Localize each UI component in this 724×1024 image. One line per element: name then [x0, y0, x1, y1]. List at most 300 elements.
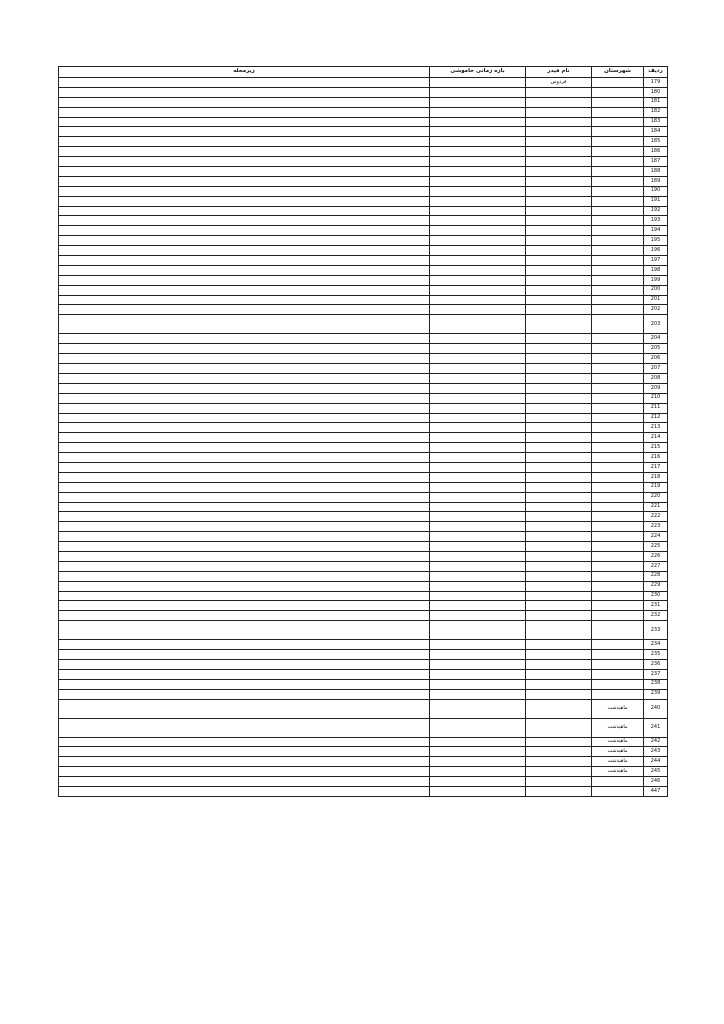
county-cell: [592, 186, 644, 196]
area-cell: [59, 383, 430, 393]
feeder-cell: [526, 157, 592, 167]
feeder-cell: [526, 747, 592, 757]
table-row: [59, 265, 668, 275]
row-number-cell: 211: [644, 403, 668, 413]
county-cell: [592, 295, 644, 305]
time-window-cell: [430, 737, 526, 747]
county-cell: [592, 157, 644, 167]
area-cell: [59, 433, 430, 443]
county-cell: ماهیدشت: [592, 699, 644, 718]
time-window-cell: [430, 522, 526, 532]
row-number-cell: 198: [644, 265, 668, 275]
row-number-cell: 223: [644, 522, 668, 532]
county-cell: [592, 659, 644, 669]
table-row: [59, 344, 668, 354]
area-cell: [59, 689, 430, 699]
row-number-cell: 194: [644, 226, 668, 236]
time-window-cell: [430, 512, 526, 522]
table-row: [59, 127, 668, 137]
area-cell: [59, 87, 430, 97]
area-cell: [59, 621, 430, 640]
area-cell: [59, 275, 430, 285]
feeder-cell: [526, 591, 592, 601]
row-number-cell: 242: [644, 737, 668, 747]
table-row: [59, 561, 668, 571]
row-number-cell: 224: [644, 532, 668, 542]
feeder-cell: [526, 265, 592, 275]
table-row: [59, 305, 668, 315]
area-cell: [59, 364, 430, 374]
county-cell: [592, 246, 644, 256]
table-row: [59, 373, 668, 383]
county-cell: [592, 315, 644, 334]
table-row: [59, 502, 668, 512]
row-number-cell: 207: [644, 364, 668, 374]
area-cell: [59, 137, 430, 147]
table-row: [59, 443, 668, 453]
feeder-cell: [526, 462, 592, 472]
table-row: [59, 679, 668, 689]
table-row: [59, 413, 668, 423]
county-cell: ماهیدشت: [592, 747, 644, 757]
row-number-cell: 245: [644, 767, 668, 777]
area-cell: [59, 472, 430, 482]
area-cell: [59, 532, 430, 542]
time-window-cell: [430, 679, 526, 689]
time-window-cell: [430, 265, 526, 275]
county-cell: ماهیدشت: [592, 767, 644, 777]
table-row: [59, 295, 668, 305]
county-cell: [592, 669, 644, 679]
row-number-cell: 235: [644, 650, 668, 660]
row-number-cell: 228: [644, 571, 668, 581]
row-number-cell: 179: [644, 78, 668, 88]
table-row: [59, 659, 668, 669]
feeder-cell: [526, 206, 592, 216]
time-window-cell: [430, 650, 526, 660]
row-number-cell: 212: [644, 413, 668, 423]
county-cell: [592, 443, 644, 453]
row-number-cell: 200: [644, 285, 668, 295]
table-row: [59, 747, 668, 757]
table-row: [59, 551, 668, 561]
row-number-cell: 204: [644, 334, 668, 344]
table-row: [59, 581, 668, 591]
area-cell: [59, 502, 430, 512]
row-number-cell: 244: [644, 757, 668, 767]
area-cell: [59, 206, 430, 216]
table-row: [59, 157, 668, 167]
area-cell: [59, 640, 430, 650]
row-number-cell: 231: [644, 601, 668, 611]
time-window-cell: [430, 78, 526, 88]
row-number-cell: 187: [644, 157, 668, 167]
row-number-cell: 181: [644, 97, 668, 107]
feeder-cell: [526, 167, 592, 177]
area-cell: [59, 551, 430, 561]
feeder-cell: [526, 581, 592, 591]
table-row: [59, 757, 668, 767]
table-row: [59, 137, 668, 147]
feeder-cell: [526, 423, 592, 433]
row-number-cell: 183: [644, 117, 668, 127]
feeder-cell: [526, 601, 592, 611]
row-number-cell: 233: [644, 621, 668, 640]
area-cell: [59, 492, 430, 502]
county-cell: [592, 78, 644, 88]
area-cell: [59, 650, 430, 660]
feeder-cell: [526, 472, 592, 482]
county-cell: [592, 551, 644, 561]
feeder-cell: [526, 453, 592, 463]
row-number-cell: 238: [644, 679, 668, 689]
time-window-cell: [430, 246, 526, 256]
table-row: [59, 176, 668, 186]
row-number-cell: 447: [644, 787, 668, 797]
area-cell: [59, 669, 430, 679]
table-row: [59, 246, 668, 256]
row-number-cell: 210: [644, 393, 668, 403]
area-cell: [59, 512, 430, 522]
time-window-cell: [430, 373, 526, 383]
feeder-cell: [526, 502, 592, 512]
county-cell: [592, 581, 644, 591]
area-cell: [59, 482, 430, 492]
time-window-cell: [430, 256, 526, 266]
area-cell: [59, 147, 430, 157]
table-row: [59, 699, 668, 718]
feeder-cell: [526, 492, 592, 502]
county-cell: [592, 650, 644, 660]
feeder-cell: [526, 413, 592, 423]
row-number-cell: 188: [644, 167, 668, 177]
table-row: [59, 393, 668, 403]
county-cell: [592, 453, 644, 463]
row-number-cell: 246: [644, 777, 668, 787]
feeder-cell: [526, 246, 592, 256]
table-row: [59, 147, 668, 157]
area-cell: [59, 403, 430, 413]
row-number-cell: 196: [644, 246, 668, 256]
county-cell: [592, 472, 644, 482]
table-row: [59, 482, 668, 492]
feeder-cell: [526, 315, 592, 334]
time-window-cell: [430, 443, 526, 453]
area-cell: [59, 226, 430, 236]
table-row: [59, 226, 668, 236]
county-cell: [592, 502, 644, 512]
county-cell: [592, 226, 644, 236]
row-number-cell: 240: [644, 699, 668, 718]
table-row: [59, 423, 668, 433]
row-number-cell: 195: [644, 236, 668, 246]
time-window-cell: [430, 581, 526, 591]
time-window-cell: [430, 492, 526, 502]
area-cell: [59, 561, 430, 571]
area-cell: [59, 591, 430, 601]
feeder-cell: [526, 482, 592, 492]
feeder-cell: [526, 344, 592, 354]
area-cell: [59, 787, 430, 797]
row-number-cell: 216: [644, 453, 668, 463]
table-body: [59, 78, 668, 797]
area-cell: [59, 423, 430, 433]
row-number-cell: 208: [644, 373, 668, 383]
area-cell: [59, 334, 430, 344]
feeder-cell: [526, 777, 592, 787]
county-cell: [592, 542, 644, 552]
time-window-cell: [430, 777, 526, 787]
feeder-cell: [526, 757, 592, 767]
row-number-cell: 206: [644, 354, 668, 364]
table-row: [59, 669, 668, 679]
county-cell: [592, 176, 644, 186]
feeder-cell: [526, 718, 592, 737]
county-cell: [592, 433, 644, 443]
header-area: زیرمحله: [59, 67, 430, 78]
row-number-cell: 199: [644, 275, 668, 285]
feeder-cell: [526, 305, 592, 315]
feeder-cell: [526, 621, 592, 640]
area-cell: [59, 571, 430, 581]
time-window-cell: [430, 453, 526, 463]
feeder-cell: [526, 295, 592, 305]
time-window-cell: [430, 107, 526, 117]
table-row: [59, 97, 668, 107]
feeder-cell: [526, 611, 592, 621]
header-county: شهرستان: [592, 67, 644, 78]
county-cell: [592, 373, 644, 383]
table-row: [59, 216, 668, 226]
time-window-cell: [430, 305, 526, 315]
table-row: [59, 611, 668, 621]
time-window-cell: [430, 640, 526, 650]
county-cell: [592, 265, 644, 275]
area-cell: [59, 305, 430, 315]
area-cell: [59, 542, 430, 552]
row-number-cell: 234: [644, 640, 668, 650]
county-cell: ماهیدشت: [592, 737, 644, 747]
row-number-cell: 180: [644, 87, 668, 97]
feeder-cell: [526, 669, 592, 679]
table-row: [59, 186, 668, 196]
row-number-cell: 219: [644, 482, 668, 492]
county-cell: [592, 216, 644, 226]
row-number-cell: 186: [644, 147, 668, 157]
table-row: [59, 315, 668, 334]
feeder-cell: [526, 571, 592, 581]
area-cell: [59, 354, 430, 364]
feeder-cell: [526, 236, 592, 246]
table-row: [59, 689, 668, 699]
county-cell: [592, 256, 644, 266]
county-cell: [592, 344, 644, 354]
time-window-cell: [430, 117, 526, 127]
area-cell: [59, 522, 430, 532]
area-cell: [59, 581, 430, 591]
table-row: [59, 532, 668, 542]
feeder-cell: [526, 107, 592, 117]
row-number-cell: 209: [644, 383, 668, 393]
area-cell: [59, 462, 430, 472]
table-row: [59, 107, 668, 117]
time-window-cell: [430, 787, 526, 797]
time-window-cell: [430, 295, 526, 305]
county-cell: [592, 97, 644, 107]
feeder-cell: [526, 196, 592, 206]
feeder-cell: [526, 551, 592, 561]
row-number-cell: 191: [644, 196, 668, 206]
row-number-cell: 184: [644, 127, 668, 137]
table-row: [59, 591, 668, 601]
county-cell: [592, 107, 644, 117]
feeder-cell: [526, 650, 592, 660]
feeder-cell: [526, 364, 592, 374]
row-number-cell: 227: [644, 561, 668, 571]
area-cell: [59, 97, 430, 107]
table-row: [59, 472, 668, 482]
county-cell: [592, 334, 644, 344]
time-window-cell: [430, 689, 526, 699]
time-window-cell: [430, 176, 526, 186]
table-row: [59, 167, 668, 177]
row-number-cell: 232: [644, 611, 668, 621]
area-cell: [59, 315, 430, 334]
feeder-cell: [526, 226, 592, 236]
county-cell: [592, 167, 644, 177]
county-cell: [592, 305, 644, 315]
area-cell: [59, 373, 430, 383]
county-cell: [592, 777, 644, 787]
area-cell: [59, 285, 430, 295]
time-window-cell: [430, 757, 526, 767]
time-window-cell: [430, 334, 526, 344]
table-row: [59, 650, 668, 660]
feeder-cell: [526, 689, 592, 699]
feeder-cell: [526, 373, 592, 383]
feeder-cell: [526, 512, 592, 522]
row-number-cell: 189: [644, 176, 668, 186]
feeder-cell: [526, 767, 592, 777]
area-cell: [59, 176, 430, 186]
feeder-cell: [526, 542, 592, 552]
table-row: [59, 542, 668, 552]
time-window-cell: [430, 393, 526, 403]
feeder-cell: [526, 117, 592, 127]
feeder-cell: [526, 354, 592, 364]
time-window-cell: [430, 423, 526, 433]
county-cell: ماهیدشت: [592, 757, 644, 767]
county-cell: [592, 482, 644, 492]
time-window-cell: [430, 482, 526, 492]
area-cell: [59, 127, 430, 137]
feeder-cell: [526, 186, 592, 196]
table-row: [59, 777, 668, 787]
time-window-cell: [430, 344, 526, 354]
header-time-window: بازه زمانی خاموشی: [430, 67, 526, 78]
feeder-cell: [526, 137, 592, 147]
outage-schedule-table: [58, 66, 668, 797]
county-cell: [592, 403, 644, 413]
time-window-cell: [430, 502, 526, 512]
county-cell: [592, 571, 644, 581]
feeder-cell: [526, 679, 592, 689]
county-cell: [592, 601, 644, 611]
area-cell: [59, 236, 430, 246]
county-cell: [592, 462, 644, 472]
area-cell: [59, 167, 430, 177]
time-window-cell: [430, 699, 526, 718]
table-row: [59, 453, 668, 463]
county-cell: [592, 522, 644, 532]
county-cell: [592, 285, 644, 295]
row-number-cell: 192: [644, 206, 668, 216]
row-number-cell: 197: [644, 256, 668, 266]
county-cell: ماهیدشت: [592, 718, 644, 737]
row-number-cell: 236: [644, 659, 668, 669]
area-cell: [59, 737, 430, 747]
time-window-cell: [430, 747, 526, 757]
county-cell: [592, 621, 644, 640]
area-cell: [59, 265, 430, 275]
time-window-cell: [430, 383, 526, 393]
row-number-cell: 241: [644, 718, 668, 737]
feeder-cell: [526, 561, 592, 571]
feeder-cell: [526, 216, 592, 226]
time-window-cell: [430, 718, 526, 737]
county-cell: [592, 196, 644, 206]
table-row: [59, 236, 668, 246]
time-window-cell: [430, 226, 526, 236]
county-cell: [592, 393, 644, 403]
time-window-cell: [430, 157, 526, 167]
time-window-cell: [430, 542, 526, 552]
row-number-cell: 215: [644, 443, 668, 453]
county-cell: [592, 206, 644, 216]
feeder-cell: [526, 403, 592, 413]
row-number-cell: 243: [644, 747, 668, 757]
feeder-cell: [526, 699, 592, 718]
row-number-cell: 229: [644, 581, 668, 591]
row-number-cell: 217: [644, 462, 668, 472]
area-cell: [59, 246, 430, 256]
county-cell: [592, 275, 644, 285]
area-cell: [59, 767, 430, 777]
time-window-cell: [430, 127, 526, 137]
feeder-cell: [526, 383, 592, 393]
area-cell: [59, 453, 430, 463]
county-cell: [592, 532, 644, 542]
county-cell: [592, 383, 644, 393]
area-cell: [59, 611, 430, 621]
area-cell: [59, 216, 430, 226]
table-row: [59, 275, 668, 285]
time-window-cell: [430, 236, 526, 246]
county-cell: [592, 492, 644, 502]
table-row: [59, 256, 668, 266]
time-window-cell: [430, 216, 526, 226]
table-row: [59, 640, 668, 650]
time-window-cell: [430, 403, 526, 413]
row-number-cell: 225: [644, 542, 668, 552]
table-row: [59, 196, 668, 206]
table-row: [59, 512, 668, 522]
county-cell: [592, 640, 644, 650]
feeder-cell: [526, 97, 592, 107]
table-header-row: [59, 67, 668, 78]
row-number-cell: 193: [644, 216, 668, 226]
row-number-cell: 214: [644, 433, 668, 443]
